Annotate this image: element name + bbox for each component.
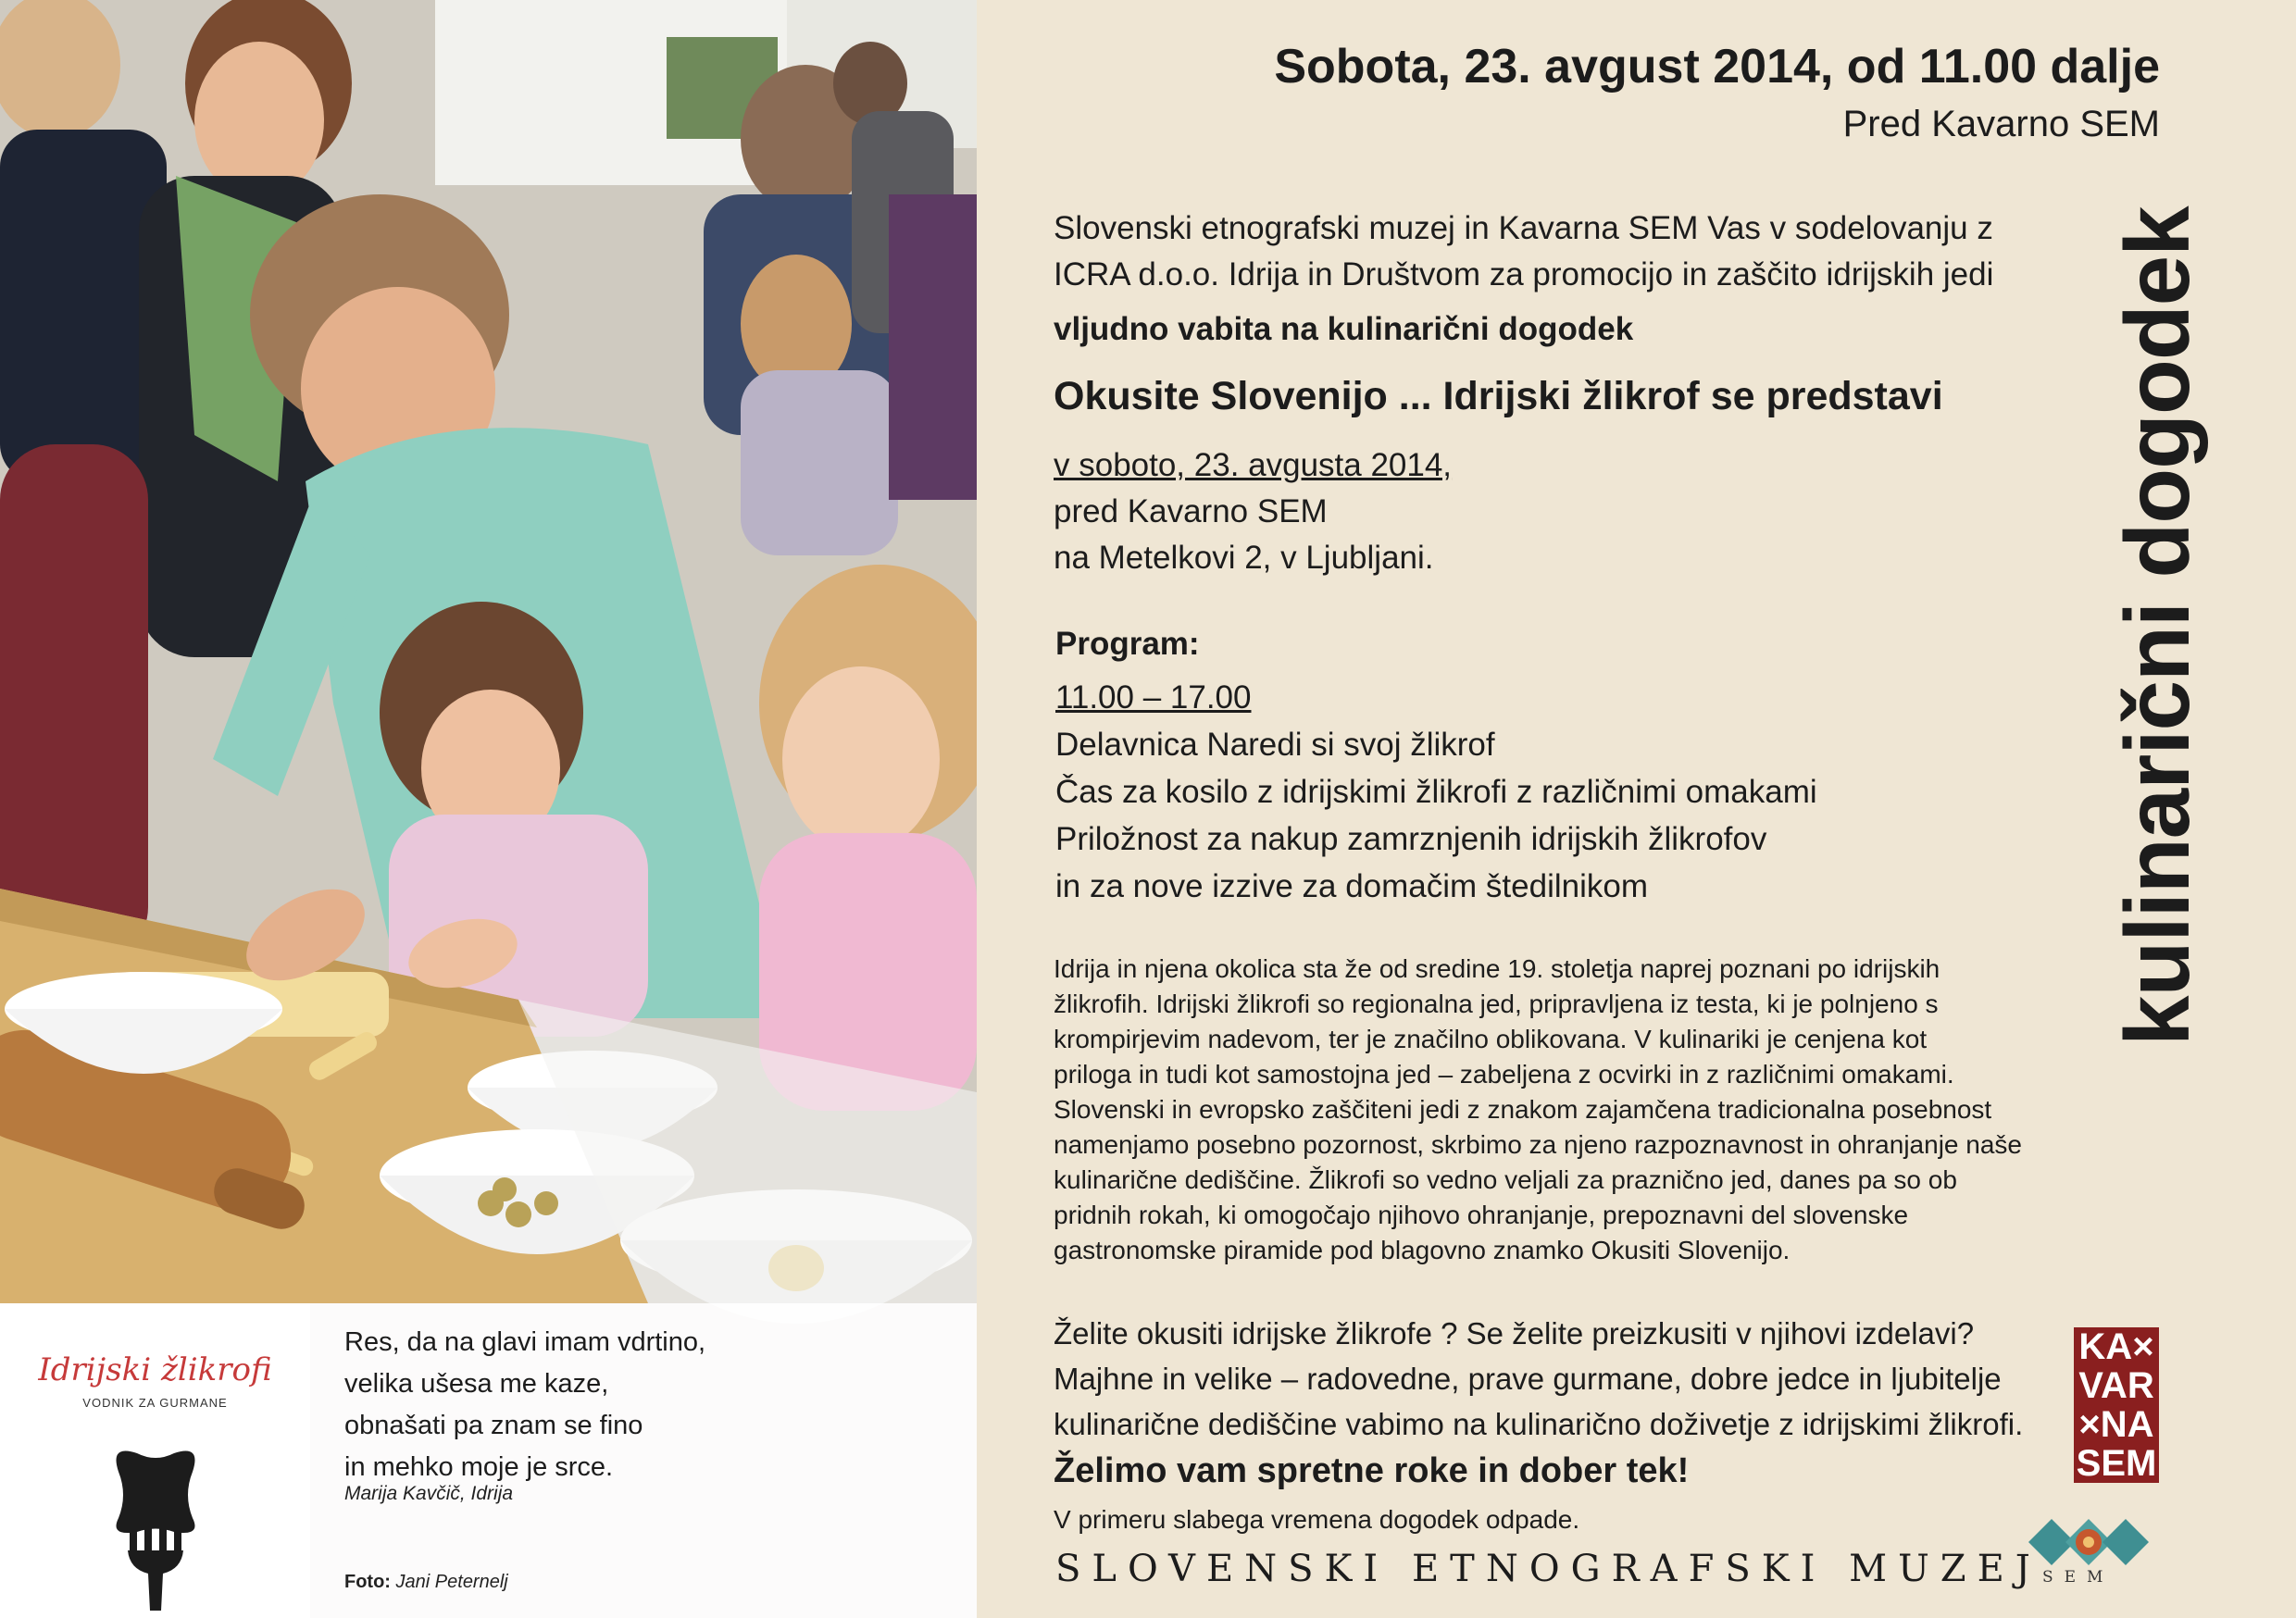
program-list: [1055, 674, 1817, 910]
program-item: Delavnica Naredi si svoj žlikrof: [1055, 727, 1495, 763]
program-item: in za nove izzive za domačim štedilnikom: [1055, 868, 1648, 904]
description-line: priloga in tudi kot samostojna jed – zabeljena z ocvirki in z različnimi omakami.: [1054, 1060, 1954, 1089]
kavarna-logo-line: VAR: [2078, 1365, 2154, 1406]
fork-zlikrof-icon: [109, 1444, 202, 1611]
weather-notice: V primeru slabega vremena dogodek odpade.: [1054, 1505, 1580, 1534]
question-line: Želite okusiti idrijske žlikrofe ? Se želite preizkusiti v njihovi izdelavi?: [1054, 1316, 1975, 1350]
description-text: [1054, 952, 2100, 1268]
event-when-date: v soboto, 23. avgusta 2014,: [1054, 447, 1453, 483]
program-item: Čas za kosilo z idrijskimi žlikrofi z različnimi omakami: [1055, 774, 1817, 810]
sem-museum-logo-icon: [2024, 1514, 2163, 1570]
description-line: Slovenski in evropsko zaščiteni jedi z znakom zajamčena tradicionalna posebnost: [1054, 1095, 1992, 1124]
kavarna-logo-line: KA×: [2078, 1326, 2154, 1367]
program-item: Priložnost za nakup zamrznjenih idrijskih žlikrofov: [1055, 821, 1767, 857]
intro-line: ICRA d.o.o. Idrija in Društvom za promocijo in zaščito idrijskih jedi: [1054, 256, 1994, 292]
sem-logo-text: SEM: [2042, 1568, 2115, 1587]
poem-line: Res, da na glavi imam vdrtino,: [344, 1327, 706, 1357]
question-line: kulinarične dediščine vabimo na kulinarično doživetje z idrijskimi žlikrofi.: [1054, 1407, 2024, 1441]
program-heading: Program:: [1055, 626, 1200, 662]
poem-line: obnašati pa znam se fino: [344, 1411, 643, 1440]
intro-line: Slovenski etnografski muzej in Kavarna SEM Vas v sodelovanju z: [1054, 210, 1993, 246]
book-title: Idrijski žlikrofi: [38, 1351, 272, 1388]
description-line: pridnih rokah, ki omogočajo njihovo ohranjanje, prepoznavni del slovenske: [1054, 1201, 1909, 1229]
description-line: žlikrofih. Idrijski žlikrofi so regionalna jed, pripravljena iz testa, ki je polnjeno s: [1054, 989, 1939, 1018]
photo-credit: [344, 1572, 508, 1593]
event-date: Sobota, 23. avgust 2014, od 11.00 dalje: [1274, 40, 2160, 93]
invite-line: vljudno vabita na kulinarični dogodek: [1054, 311, 1634, 347]
description-line: kulinarične dediščine. Žlikrofi so vedno veljali za praznično jed, danes pa so ob: [1054, 1165, 1957, 1194]
kavarna-sem-logo: [2074, 1327, 2159, 1483]
kavarna-logo-line: ×NA: [2078, 1404, 2154, 1445]
book-subtitle: VODNIK ZA GURMANE: [82, 1396, 228, 1410]
description-line: gastronomske piramide pod blagovno znamko Okusiti Slovenijo.: [1054, 1236, 1791, 1264]
intro-text: [1054, 205, 2081, 298]
poem: [344, 1322, 937, 1488]
description-line: Idrija in njena okolica sta že od sredine 19. stoletja naprej poznani po idrijskih: [1054, 954, 1940, 983]
description-line: namenjamo posebno pozornost, skrbimo za njeno razpoznavnost in ohranjanje naše: [1054, 1130, 2022, 1159]
kavarna-logo-line: SEM: [2076, 1443, 2157, 1484]
vertical-title-text: kulinarični dogodek: [2106, 206, 2208, 1046]
event-when: [1054, 442, 1452, 581]
event-when-address: na Metelkovi 2, v Ljubljani.: [1054, 540, 1434, 576]
event-place: Pred Kavarno SEM: [1842, 104, 2160, 144]
photo-credit-label: Foto:: [344, 1572, 391, 1592]
event-when-place: pred Kavarno SEM: [1054, 493, 1328, 529]
event-headline: Okusite Slovenijo ... Idrijski žlikrof se predstavi: [1054, 374, 1943, 418]
poem-line: velika ušesa me kaze,: [344, 1369, 609, 1399]
description-line: krompirjevim nadevom, ter je značilno oblikovana. V kulinariki je cenjena kot: [1054, 1025, 1928, 1053]
invitation-question: [1054, 1311, 2072, 1447]
program-time: 11.00 – 17.00: [1055, 679, 1252, 716]
question-line: Majhne in velike – radovedne, prave gurmane, dobre jedce in ljubitelje: [1054, 1362, 2002, 1396]
vertical-title: [2106, 194, 2208, 1046]
closing-wish: Želimo vam spretne roke in dober tek!: [1054, 1451, 1690, 1490]
poem-author: Marija Kavčič, Idrija: [344, 1483, 514, 1504]
museum-name: SLOVENSKI ETNOGRAFSKI MUZEJ: [1055, 1548, 2041, 1590]
poem-line: in mehko moje je srce.: [344, 1452, 614, 1482]
photo-credit-name: Jani Peternelj: [395, 1572, 508, 1592]
